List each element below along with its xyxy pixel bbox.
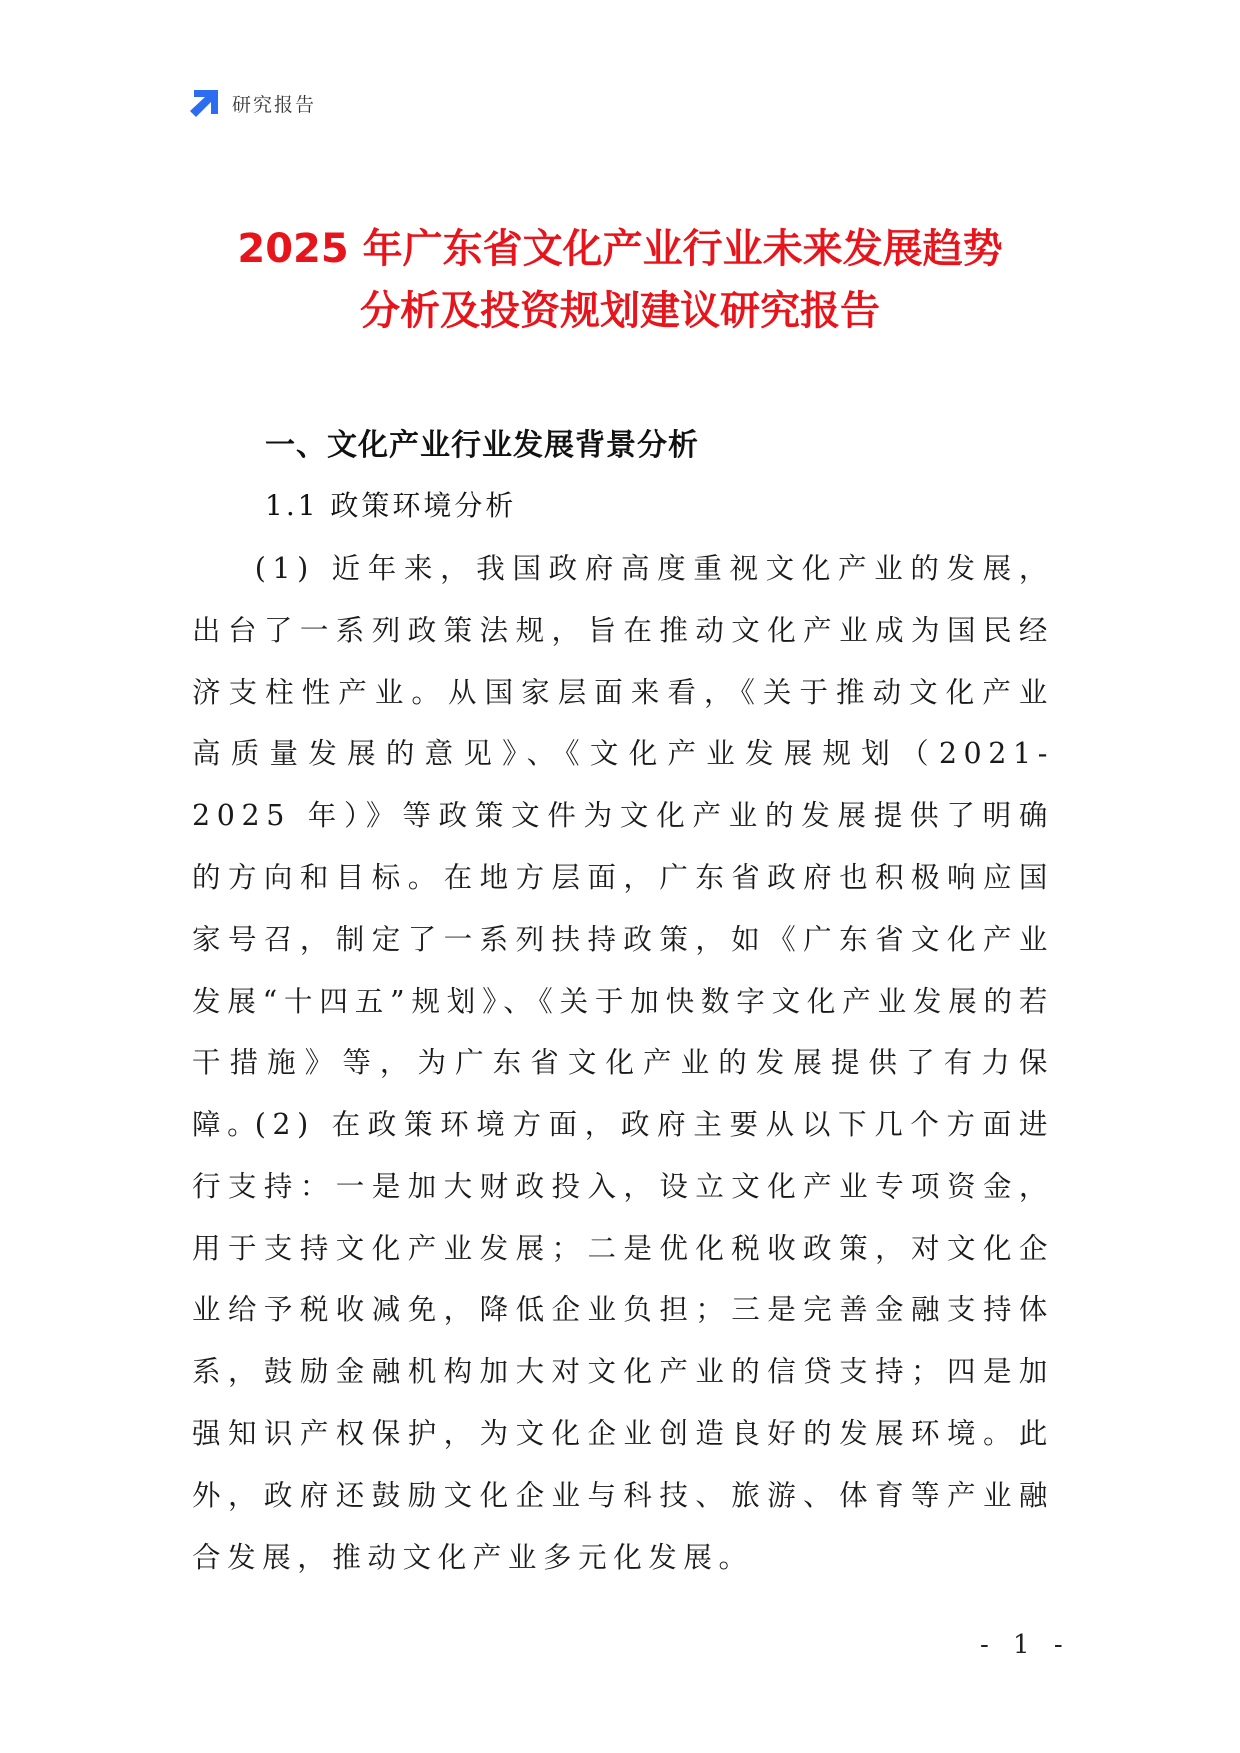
section-heading: 一、文化产业行业发展背景分析 <box>265 428 699 463</box>
arrow-up-right-icon <box>188 88 220 118</box>
subsection-heading: 1.1 政策环境分析 <box>265 489 517 522</box>
title-line-1: 2025 年广东省文化产业行业未来发展趋势 <box>237 226 1003 272</box>
title-line-2: 分析及投资规划建议研究报告 <box>360 288 880 334</box>
report-header <box>188 88 316 118</box>
page-number: - 1 - <box>980 1630 1071 1660</box>
header-label: 研究报告 <box>232 93 317 116</box>
paragraph-2: (2) 在政策环境方面，政府主要从以下几个方面进行支持：一是加大财政投入，设立文化产业专项资金，用于支持文化产业发展；二是优化税收政策，对文化企业给予税收减免，降低企业负担；三是完善金融支持体系，鼓励金融机构加大对文化产业的信贷支持；四是加强知识产权保护，为文化企业创造良好的发展环境。此外，政府还鼓励文化企业与科技、旅游、体育等产业融合发展，推动文化产业多元化发展。 <box>192 1108 1054 1574</box>
document-title <box>0 218 1240 342</box>
paragraph-1: (1) 近年来，我国政府高度重视文化产业的发展，出台了一系列政策法规，旨在推动文化产业成为国民经济支柱性产业。从国家层面来看，《关于推动文化产业高质量发展的意见》、《文化产业发展规划（2021-2025 年）》等政策文件为文化产业的发展提供了明确的方向和目标。在地方层面，广东省政府也积极响应国家号召，制定了一系列扶持政策，如《广东省文化产业发展“十四五”规划》、《关于加快数字文化产业发展的若干措施》等，为广东省文化产业的发展提供了有力保障。 <box>192 552 1054 1142</box>
